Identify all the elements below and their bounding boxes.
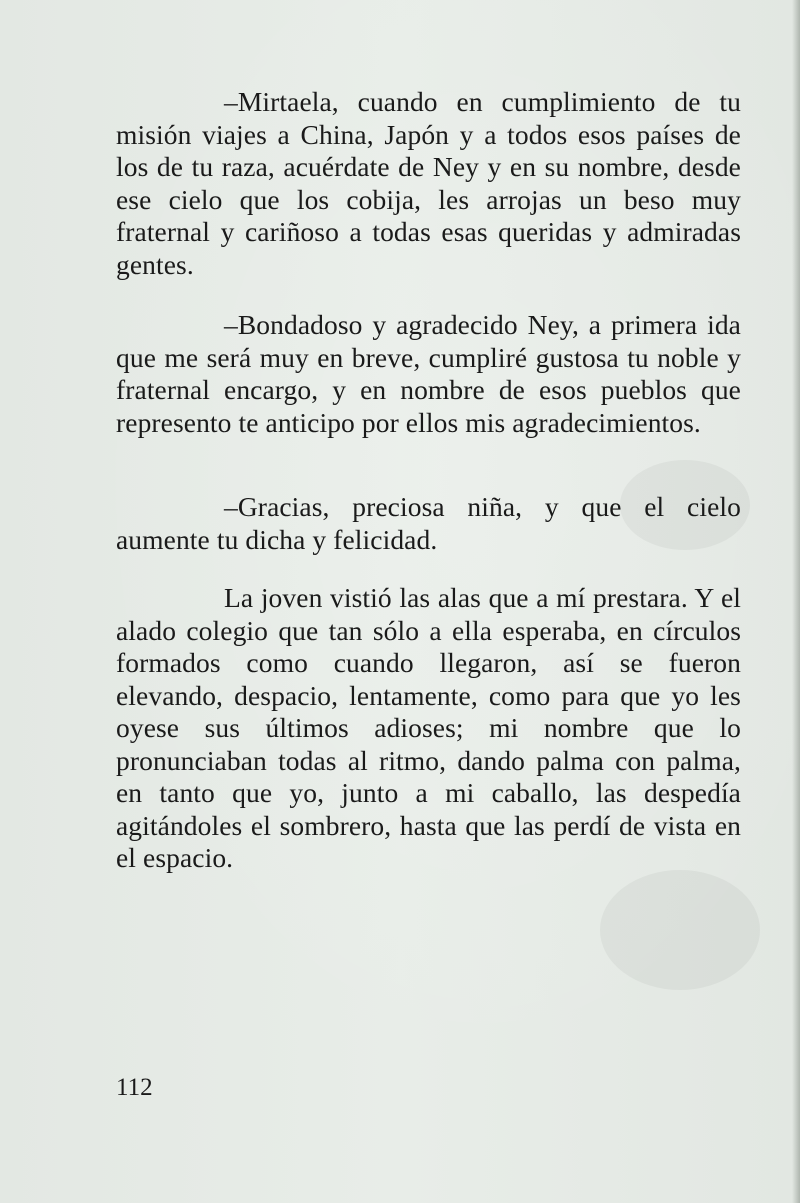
page-edge-shadow — [792, 0, 800, 1203]
paragraph-3: –Gracias, preciosa niña, y que el cielo aumente tu dicha y felicidad. — [116, 491, 741, 555]
paragraph-1: –Mirtaela, cuando en cumplimiento de tu misión viajes a China, Japón y a todos esos países de los de tu raza, acuérdate de Ney y en su nombre, desde ese cielo que los cobija, les arrojas un beso muy fraternal y cariñoso a todas esas queridas y admiradas gentes. — [116, 86, 741, 280]
paragraph-2: –Bondadoso y agradecido Ney, a primera ida que me será muy en breve, cumpliré gustosa tu noble y fraternal encargo, y en nombre de esos pueblos que represento te anticipo por ellos mis agradecimientos. — [116, 309, 741, 438]
paragraph-4: La joven vistió las alas que a mí prestara. Y el alado colegio que tan sólo a ella esperaba, en círculos formados como cuando llegaron, así se fueron elevando, despacio, lentamente, como para que yo les oyese sus últimos adioses; mi nombre que lo pronunciaban todas al ritmo, dando palma con palma, en tanto que yo, junto a mi caballo, las despedía agitándoles el sombrero, hasta que las perdí de vista en el espacio. — [116, 582, 741, 873]
paper-smudge — [600, 870, 760, 990]
page-number: 112 — [116, 1074, 153, 1101]
